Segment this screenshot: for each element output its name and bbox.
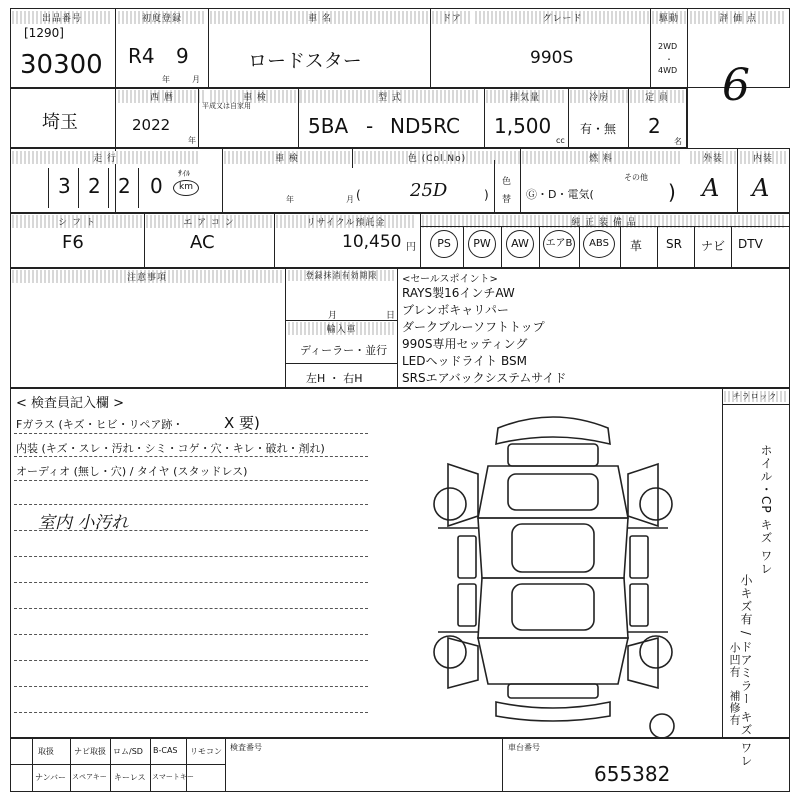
first-reg-label: 初度登録: [118, 11, 206, 24]
car-name: ロードスター: [248, 50, 362, 72]
mileage-digit-3: 2: [118, 174, 131, 198]
recycle-unit: 円: [406, 242, 416, 253]
fuel-close: ): [668, 180, 676, 204]
lot-code: [1290]: [24, 26, 64, 40]
type-label: 型 式: [300, 90, 480, 103]
shift-label: シ フ ト: [12, 215, 142, 228]
model-code-dash: -: [366, 114, 374, 138]
recycle-label: リサイクル預託金: [276, 215, 416, 228]
selling-point-5: LEDヘッドライト BSM: [402, 354, 527, 368]
equip-ps: PS: [430, 230, 458, 258]
interior-label: 内装: [740, 151, 786, 164]
first-reg-era: R4: [128, 44, 155, 68]
selling-point-1: RAYS製16インチAW: [402, 286, 515, 300]
color-value: 25D: [410, 180, 448, 201]
dealer-choice: ディーラー・並行: [300, 344, 388, 357]
vertical-note-3: 小凹有: [728, 642, 741, 678]
selling-label: <セールスポイント>: [402, 274, 498, 285]
shift: F6: [62, 232, 84, 253]
color-side-b: 替: [502, 195, 512, 205]
equip-pw: PW: [468, 230, 496, 258]
vehicle-label: 車 検: [224, 151, 350, 164]
year-unit: 年: [162, 75, 170, 84]
reg-month-unit: 月: [328, 311, 338, 321]
mileage-unit-b: km: [173, 180, 199, 196]
spare-label: スペアキー: [72, 773, 107, 781]
cc-unit: cc: [556, 136, 565, 145]
capacity-unit: 名: [674, 137, 682, 146]
inspector-title: < 検査員記入欄 >: [16, 396, 125, 411]
grade-label: グレード: [475, 11, 650, 24]
equip-sr: SR: [666, 237, 682, 251]
capacity: 2: [648, 114, 661, 138]
smart-label: スマートキー: [152, 773, 194, 781]
remote-label: リモコン: [190, 747, 222, 756]
aircon: AC: [190, 232, 215, 253]
mileage-label: 走 行: [12, 151, 198, 164]
displacement: 1,500: [494, 114, 552, 138]
reg-day-unit: 日: [386, 311, 396, 321]
door-label: ドア: [432, 11, 472, 24]
bcas-label: B-CAS: [153, 746, 178, 755]
import-label: 輸入車: [288, 322, 395, 335]
inspection-label: 車 検: [210, 90, 300, 103]
drive-label: 駆動: [652, 11, 686, 24]
vehicle-year-unit: 年: [286, 195, 294, 204]
fuel-other: その他: [624, 173, 648, 182]
selling-point-4: 990S専用セッティング: [402, 337, 528, 351]
mileage-digit-4: 0: [150, 174, 163, 198]
region: 埼玉: [42, 112, 78, 133]
mileage-digit-2: 2: [88, 174, 101, 198]
reg-expiry-label: 登録抹消有効期限: [288, 270, 395, 281]
color-paren-close: ): [484, 188, 489, 202]
equip-leather: 革: [630, 239, 643, 253]
keys-label: 取扱: [38, 747, 54, 756]
reg-year-unit: 年: [188, 136, 196, 145]
inspector-no-label: 検査番号: [230, 743, 262, 752]
inspector-line-1-mark: X 要): [224, 414, 260, 432]
model-label: 車 名: [210, 11, 430, 24]
aircon-label: エ ア コ ン: [146, 215, 272, 228]
vertical-note-1: ホイル・CP キズ ワレ: [759, 444, 773, 576]
score-label: 評 価 点: [690, 11, 786, 24]
interior-grade: A: [752, 174, 770, 202]
equip-airbag: エアB: [543, 230, 575, 258]
lot-label: 出品番号: [12, 11, 112, 24]
drive-dot: ・: [665, 55, 673, 64]
drive-2wd: 2WD: [658, 42, 678, 51]
exterior-label: 外装: [690, 151, 736, 164]
month-unit: 月: [192, 75, 200, 84]
caution-label: 注意事項: [12, 270, 282, 283]
number-label: ナンバー: [35, 773, 67, 782]
recycle-amount: 10,450: [342, 232, 402, 252]
selling-point-2: ブレンボキャリパー: [402, 303, 509, 317]
cooling-label: 冷房: [570, 90, 628, 103]
first-reg-month: 9: [176, 44, 189, 68]
notes-section: [10, 268, 790, 388]
nav-label: ナビ取扱: [74, 747, 106, 756]
vertical-note-4: 補修有: [728, 690, 741, 726]
inspection-note: 平成又は自家用: [202, 102, 251, 110]
fuel-options: Ⓖ・D・電気(: [526, 188, 594, 201]
car-body-diagram: [428, 408, 678, 738]
exterior-grade: A: [702, 174, 720, 202]
color-side-a: 色: [502, 177, 512, 187]
reg-year: 2022: [132, 116, 171, 134]
region-label: 西 暦: [118, 90, 206, 103]
selling-point-3: ダークブルーソフトトップ: [402, 320, 545, 334]
model-code-a: 5BA: [308, 114, 349, 138]
ac-choice: 有・無: [580, 122, 617, 136]
lot-number: 30300: [20, 50, 103, 80]
grade: 990S: [530, 48, 574, 68]
displacement-label: 排気量: [486, 90, 564, 103]
mileage-unit-a: ｻｲﾙ: [178, 169, 190, 178]
color-label: 色 (Col.No): [354, 151, 520, 164]
auction-sheet: [10, 8, 790, 792]
equip-navi: ナビ: [701, 239, 726, 253]
inspector-line-3: オーディオ (無し・穴) / タイヤ (スタッドレス): [16, 465, 248, 478]
steering-choice: 左H ・ 右H: [306, 372, 363, 385]
capacity-label: 定 員: [630, 90, 684, 103]
equip-label: 純 正 装 備 品: [422, 215, 786, 228]
inspector-line-1: Fガラス (キズ・ヒビ・リペア跡・: [16, 418, 184, 431]
keyless-label: キーレス: [114, 773, 146, 782]
mileage-digit-1: 3: [58, 174, 71, 198]
inspector-line-2: 内装 (キズ・スレ・汚れ・シミ・コゲ・穴・キレ・破れ・剤れ): [16, 442, 325, 455]
color-paren-open: (: [356, 188, 361, 202]
model-code-b: ND5RC: [390, 114, 460, 138]
fuel-label: 燃 料: [522, 151, 680, 164]
chassis-label: 車台番号: [508, 743, 540, 752]
vehicle-month-unit: 月: [346, 195, 354, 204]
equip-aw: AW: [506, 230, 534, 258]
equip-abs: ABS: [583, 230, 615, 258]
rom-label: ロム/SD: [113, 747, 143, 756]
chassis-number: 655382: [594, 762, 671, 786]
chiplock-label: チラロック: [724, 391, 786, 402]
vertical-note-2: 小キズ有 / ドアミラー キズ ワレ: [739, 574, 753, 768]
drive-4wd: 4WD: [658, 66, 678, 75]
selling-point-6: SRSエアバックシステムサイド: [402, 371, 567, 385]
handwritten-note: 室内 小汚れ: [38, 513, 129, 533]
equip-dtv: DTV: [738, 237, 763, 251]
score-value: 6: [722, 60, 750, 111]
